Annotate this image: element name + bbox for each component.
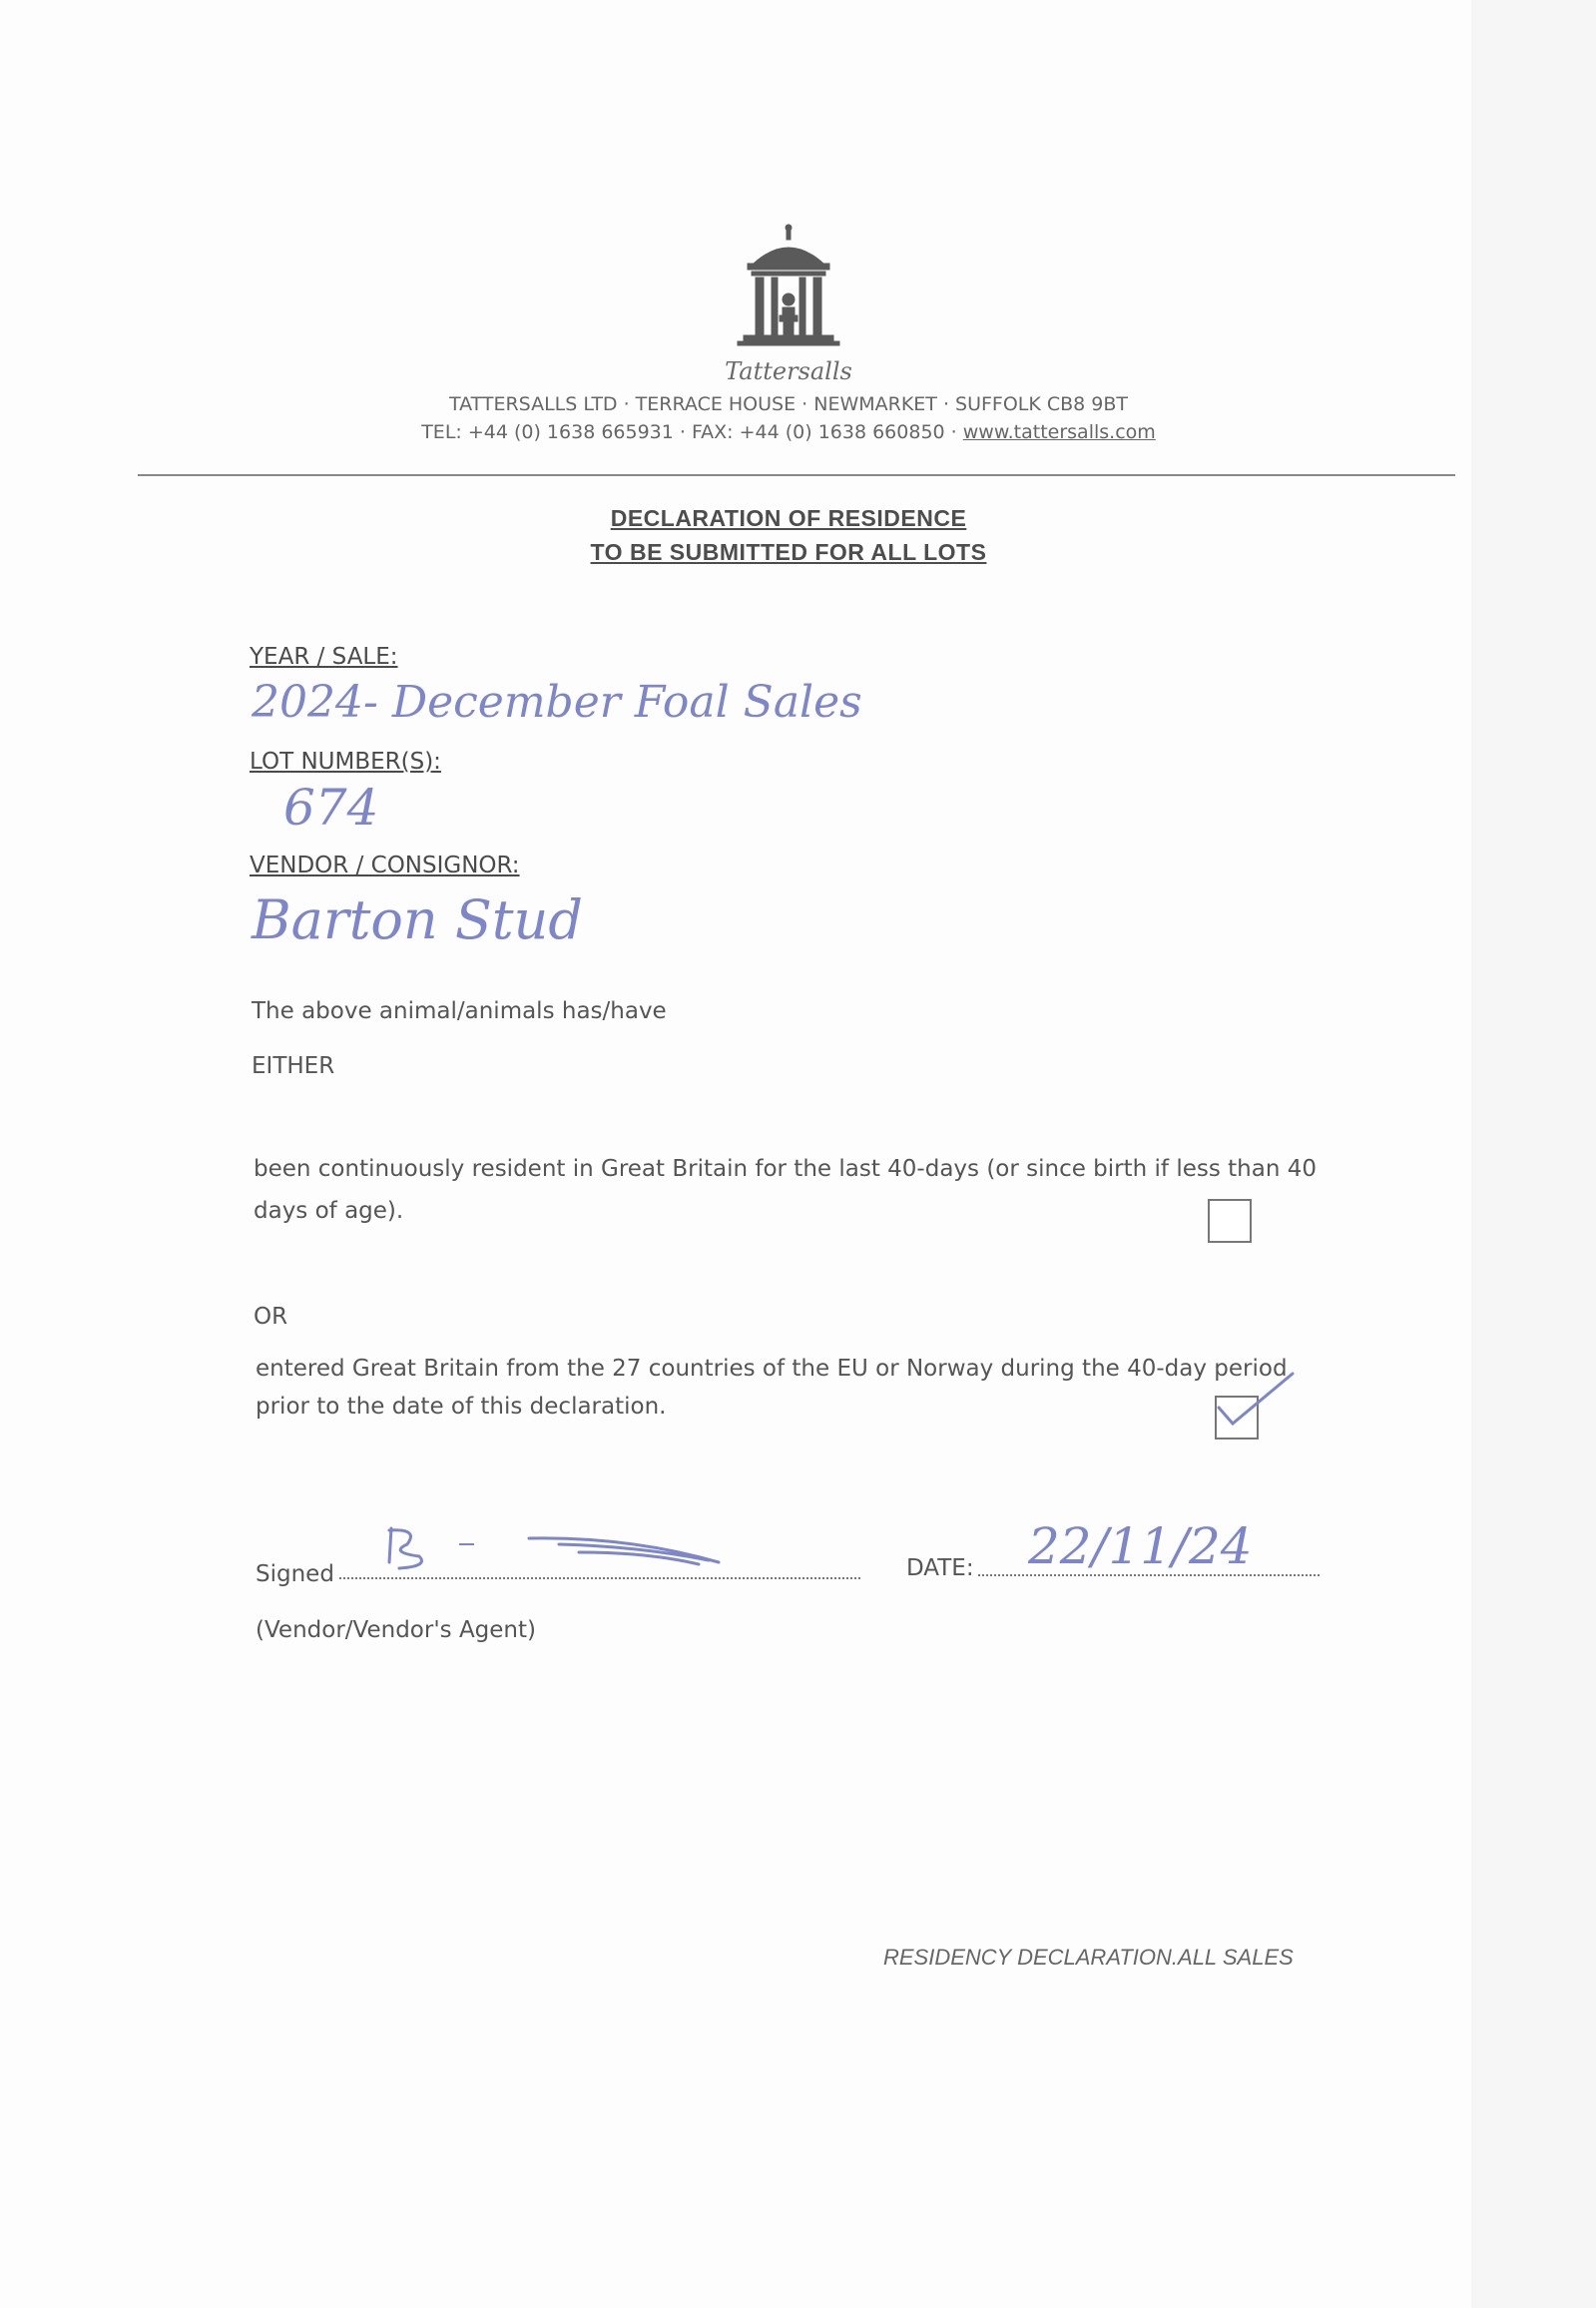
- date-label: DATE:: [906, 1555, 974, 1581]
- option-one-checkbox[interactable]: [1208, 1199, 1252, 1243]
- date-value: 22/11/24: [1028, 1517, 1253, 1575]
- signed-label: Signed: [256, 1561, 334, 1587]
- either-label: EITHER: [252, 1053, 335, 1079]
- intro-text: The above animal/animals has/have: [252, 998, 667, 1024]
- option-two-line-2: prior to the date of this declaration.: [256, 1394, 667, 1420]
- year-sale-value: 2024- December Foal Sales: [252, 677, 862, 728]
- address-line: TATTERSALLS LTD · TERRACE HOUSE · NEWMARKET · SUFFOLK CB8 9BT: [448, 393, 1129, 415]
- website-link[interactable]: www.tattersalls.com: [962, 421, 1156, 443]
- tattersalls-logo-icon: [734, 222, 843, 356]
- signer-role: (Vendor/Vendor's Agent): [256, 1617, 536, 1643]
- footer-reference: RESIDENCY DECLARATION.ALL SALES: [883, 1945, 1294, 1970]
- signature-mark-icon: [379, 1522, 739, 1582]
- option-one-line-1: been continuously resident in Great Britain for the last 40-days (or since birth if less than 40: [254, 1156, 1317, 1182]
- vendor-value: Barton Stud: [252, 888, 583, 951]
- scan-edge: [1471, 0, 1596, 2308]
- year-sale-label: YEAR / SALE:: [250, 644, 398, 670]
- or-label: OR: [254, 1304, 288, 1330]
- contact-line: [339, 421, 1238, 443]
- option-one-line-2: days of age).: [254, 1198, 404, 1224]
- option-two-checkbox[interactable]: [1215, 1396, 1259, 1440]
- lot-number-label: LOT NUMBER(S):: [250, 749, 441, 775]
- brand-name: Tattersalls: [725, 357, 852, 385]
- check-mark-icon: [1213, 1368, 1303, 1438]
- option-two-line-1: entered Great Britain from the 27 countries of the EU or Norway during the 40-day period: [256, 1356, 1288, 1382]
- contact-numbers: TEL: +44 (0) 1638 665931 · FAX: +44 (0) 1638 660850 ·: [421, 421, 963, 443]
- lot-number-value: 674: [283, 779, 379, 837]
- document-subtitle: TO BE SUBMITTED FOR ALL LOTS: [590, 539, 987, 565]
- header-divider: [138, 474, 1455, 476]
- document-title: DECLARATION OF RESIDENCE: [610, 505, 967, 531]
- vendor-label: VENDOR / CONSIGNOR:: [250, 853, 520, 878]
